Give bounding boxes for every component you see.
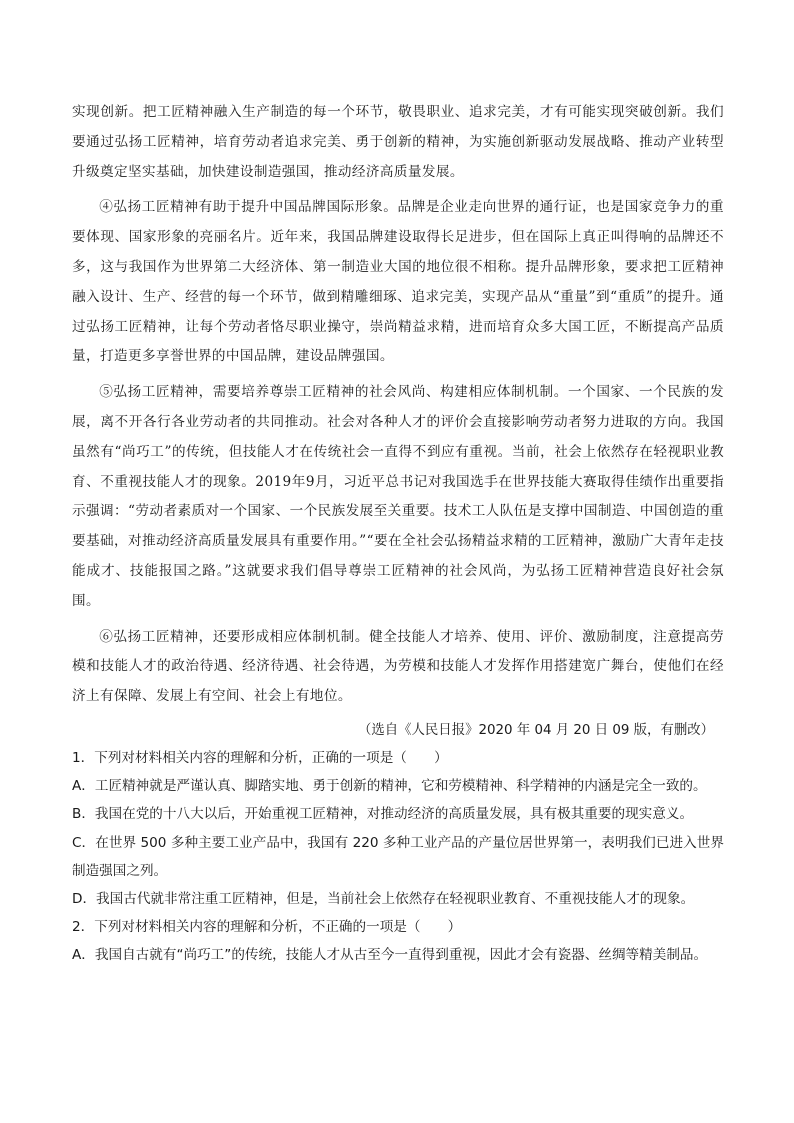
- paragraph-3-continued: 实现创新。把工匠精神融入生产制造的每一个环节，敬畏职业、追求完美，才有可能实现突破创新。我们要通过弘扬工匠精神，培育劳动者追求完美、勇于创新的精神，为实施创新驱动发展战略、推动产业转型升级奠定坚实基础，加快建设制造强国，推动经济高质量发展。: [72, 104, 724, 180]
- question-1-option-c: C．在世界 500 多种主要工业产品中，我国有 220 多种工业产品的产量位居世界第一，表明我们已进入世界制造强国之列。: [72, 834, 724, 879]
- question-2-option-a: A．我国自古就有“尚巧工”的传统，技能人才从古至今一直得到重视，因此才会有瓷器、丝绸等精美制品。: [72, 947, 708, 964]
- paragraph-4: ④弘扬工匠精神有助于提升中国品牌国际形象。品牌是企业走向世界的通行证，也是国家竞争力的重要体现、国家形象的亮丽名片。近年来，我国品牌建设取得长足进步，但在国际上真正叫得响的品牌还不多，这与我国作为世界第二大经济体、第一制造业大国的地位很不相称。提升品牌形象，要求把工匠精神融入设计、生产、经营的每一个环节，做到精雕细琢、追求完美，实现产品从“重量”到“重质”的提升。通过弘扬工匠精神，让每个劳动者恪尽职业操守，崇尚精益求精，进而培育众多大国工匠，不断提高产品质量，打造更多享誉世界的中国品牌，建设品牌强国。: [72, 199, 724, 365]
- question-1-stem: 1．下列对材料相关内容的理解和分析，正确的一项是（ ）: [72, 749, 448, 766]
- questions-section: [72, 744, 724, 970]
- source-citation: （选自《人民日报》2020 年 04 月 20 日 09 版，有删改）: [357, 722, 714, 738]
- question-1-option-d: D．我国古代就非常注重工匠精神，但是，当前社会上依然存在轻视职业教育、不重视技能人才的现象。: [72, 890, 695, 907]
- paragraph-6: ⑥弘扬工匠精神，还要形成相应体制机制。健全技能人才培养、使用、评价、激励制度，注意提高劳模和技能人才的政治待遇、经济待遇、社会待遇，为劳模和技能人才发挥作用搭建宽广舞台，使他们在经济上有保障、发展上有空间、社会上有地位。: [72, 628, 724, 705]
- question-1-option-b: B．我国在党的十八大以后，开始重视工匠精神，对推动经济的高质量发展，具有极其重要的现实意义。: [72, 806, 694, 823]
- question-2-stem: 2．下列对材料相关内容的理解和分析，不正确的一项是（ ）: [72, 919, 462, 936]
- paragraph-5: ⑤弘扬工匠精神，需要培养尊崇工匠精神的社会风尚、构建相应体制机制。一个国家、一个民族的发展，离不开各行各业劳动者的共同推动。社会对各种人才的评价会直接影响劳动者努力进取的方向。我国虽然有“尚巧工”的传统，但技能人才在传统社会一直得不到应有重视。当前，社会上依然存在轻视职业教育、不重视技能人才的现象。2019年9月，习近平总书记对我国选手在世界技能大赛取得佳绩作出重要指示强调：“劳动者素质对一个国家、一个民族发展至关重要。技术工人队伍是支撑中国制造、中国创造的重要基础，对推动经济高质量发展具有重要作用。”“要在全社会弘扬精益求精的工匠精神，激励广大青年走技能成才、技能报国之路。”这就要求我们倡导尊崇工匠精神的社会风尚，为弘扬工匠精神营造良好社会氛围。: [72, 384, 724, 609]
- page-content: [72, 98, 724, 970]
- question-1-option-a: A．工匠精神就是严谨认真、脚踏实地、勇于创新的精神，它和劳模精神、科学精神的内涵是完全一致的。: [72, 778, 707, 795]
- reading-passage: [72, 98, 724, 712]
